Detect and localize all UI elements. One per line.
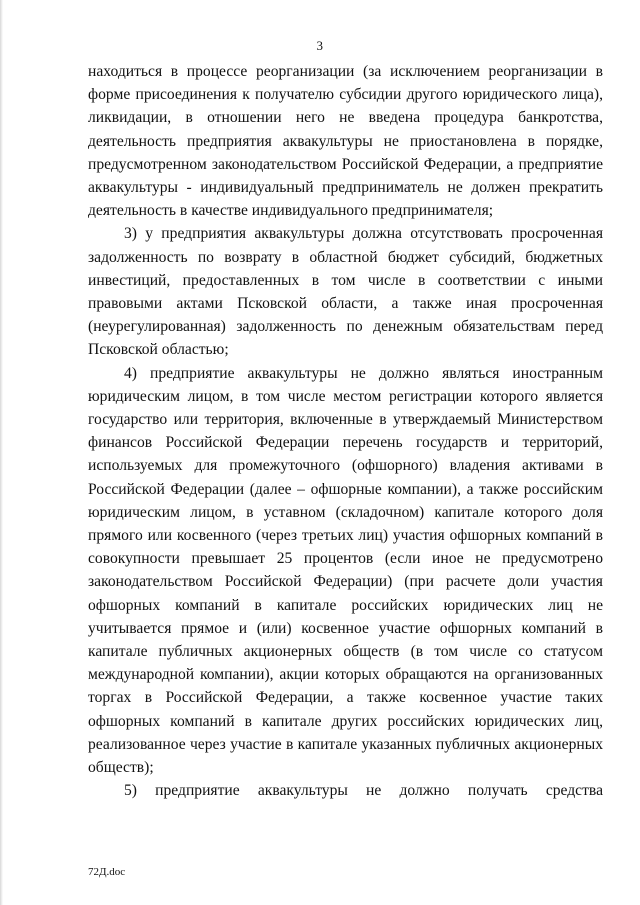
page-edge-shadow bbox=[0, 0, 3, 905]
page-number: 3 bbox=[316, 38, 324, 53]
paragraph-continuation: находиться в процессе реорганизации (за исключением реорганизации в форме присоединения к получателю субсидии другого юридического лица), ликвидации, в отношении него не введена процедура банкротства, деятельность предприятия аквакультуры не приостановлена в порядке, предусмотренном законодательством Российской Федерации, а предприятие аквакультуры - индивидуальный предприниматель не должен прекратить деятельность в качестве индивидуального предпринимателя; bbox=[88, 63, 603, 220]
paragraph-item-3: 3) у предприятия аквакультуры должна отсутствовать просроченная задолженность по возврату в областной бюджет субсидий, бюджетных инвестиций, предоставленных в том числе в соответствии с иными правовыми актами Псковской области, а также иная просроченная (неурегулированная) задолженность по денежным обязательствам перед Псковской областью; bbox=[88, 225, 603, 359]
paragraph-item-4: 4) предприятие аквакультуры не должно являться иностранным юридическим лицом, в том числе местом регистрации которого является государство или территория, включенные в утверждаемый Министерством финансов Российской Федерации перечень государств и территорий, используемых для промежуточного (офшорного) владения активами в Российской Федерации (далее – офшорные компании), а также российским юридическим лицом, в уставном (складочном) капитале которого доля прямого или косвенного (через третьих лиц) участия офшорных компаний в совокупности превышает 25 процентов (если иное не предусмотрено законодательством Российской Федерации) (при расчете доли участия офшорных компаний в капитале российских юридических лиц не учитывается прямое и (или) косвенное участие офшорных компаний в капитале публичных акционерных обществ (в том числе со статусом международной компании), акции которых обращаются на организованных торгах в Российской Федерации, а также косвенное участие таких офшорных компаний в капитале других российских юридических лиц, реализованное через участие в капитале указанных публичных акционерных обществ); bbox=[88, 364, 603, 777]
paragraph-item-5: 5) предприятие аквакультуры не должно получать средства bbox=[124, 782, 603, 800]
footer-filename: 72Д.doc bbox=[88, 866, 126, 878]
document-body bbox=[88, 60, 603, 803]
